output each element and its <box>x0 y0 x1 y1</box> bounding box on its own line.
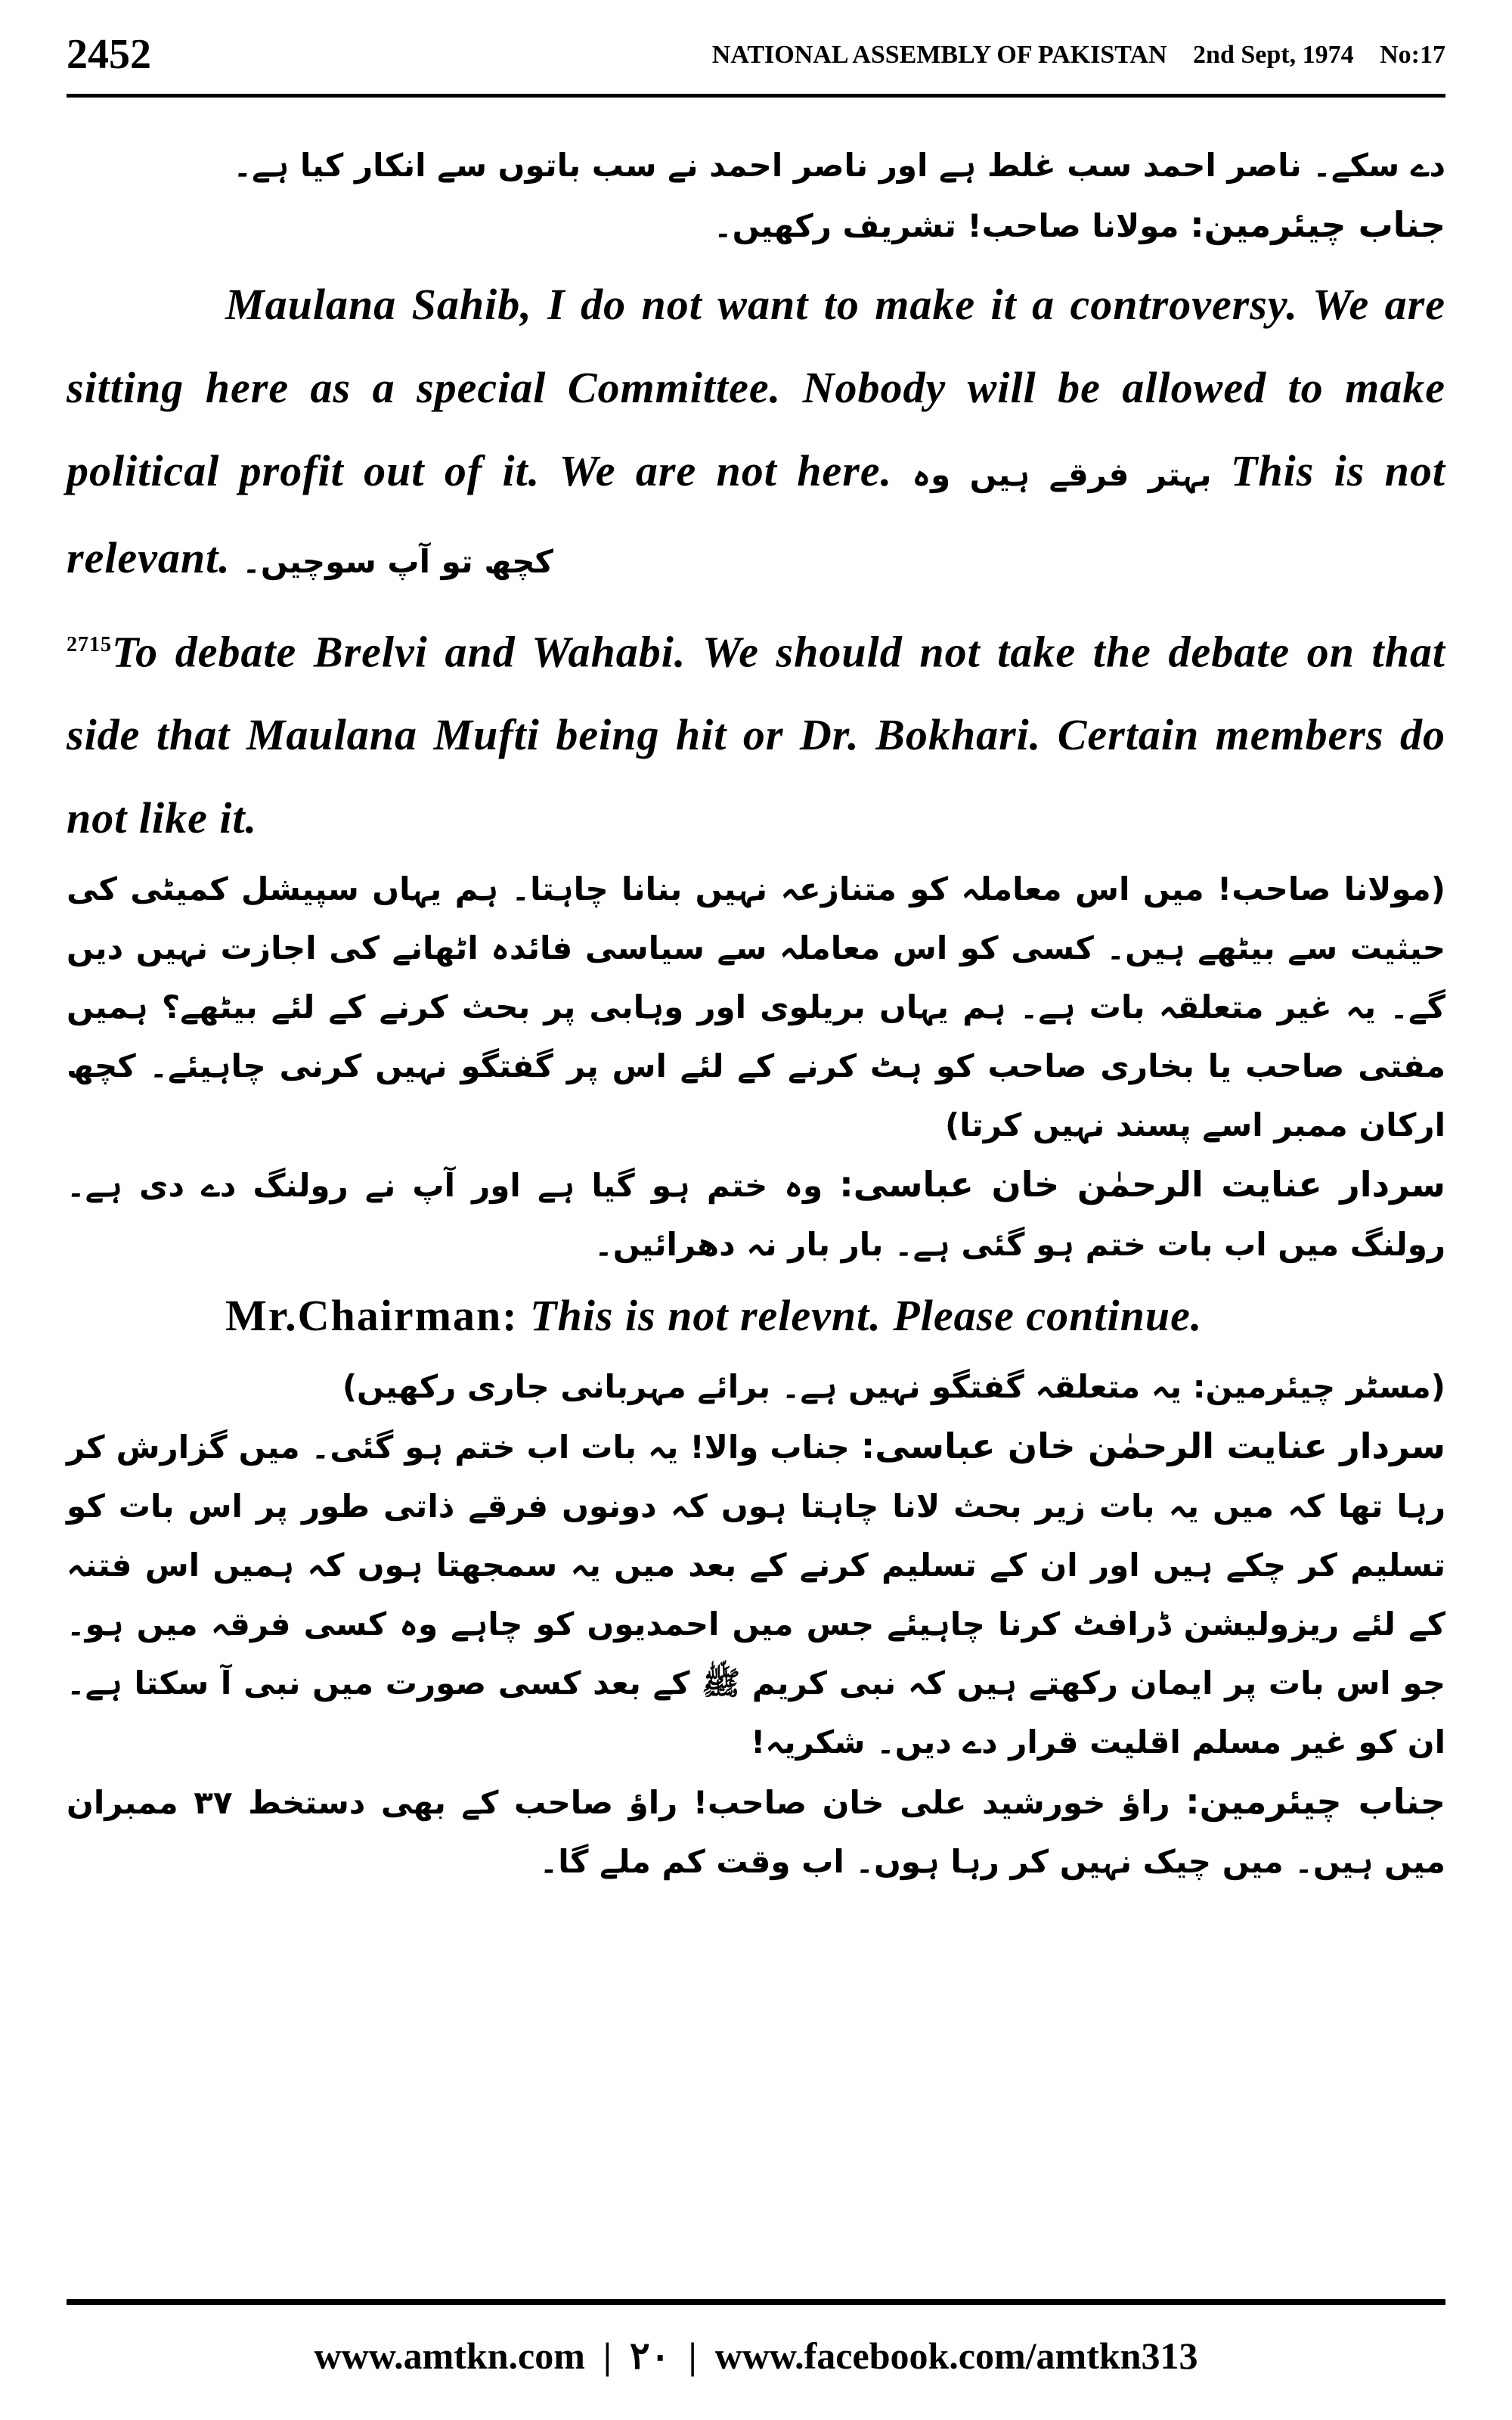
page-number: 2452 <box>67 31 151 78</box>
transcript-body <box>67 136 1445 1891</box>
footer-page-marker: ۲۰ <box>629 2335 671 2377</box>
english-paragraph-1 <box>67 263 1445 603</box>
header-rule <box>67 94 1445 98</box>
english-text: To debate Brelvi and Wahabi. We should not take the debate on that side that Maulana Mufti being hit or Dr. Bokhari. Certain members do not like it. <box>67 627 1445 843</box>
issue-number: No:17 <box>1380 41 1445 69</box>
session-date: 2nd Sept, 1974 <box>1193 41 1354 69</box>
abbasi-remark-2 <box>67 1416 1445 1772</box>
website-link[interactable]: www.amtkn.com <box>314 2335 585 2377</box>
speaker-name: جناب چیئرمین: <box>1190 204 1445 245</box>
speech-text: This is not relevnt. Please continue. <box>530 1291 1203 1341</box>
page-footer <box>67 2299 1445 2390</box>
chairman-urdu-translation: (مسٹر چیئرمین: یہ متعلقہ گفتگو نہیں ہے۔ برائے مہربانی جاری رکھیں) <box>342 1368 1445 1406</box>
urdu-translation: (مولانا صاحب! میں اس معاملہ کو متنازعہ نہیں بنانا چاہتا۔ ہم یہاں سپیشل کمیٹی کی حیثیت سے بیٹھے ہیں۔ کسی کو اس معاملہ سے سیاسی فائدہ اٹھانے کی اجازت نہیں دیں گے۔ یہ غیر متعلقہ بات ہے۔ ہم یہاں بریلوی اور وہابی پر بحث کرنے کے لئے بیٹھے؟ ہمیں مفتی صاحب یا بخاری صاحب کو ہٹ کرنے کے لئے اس پر گفتگو نہیں کرنی چاہیئے۔ کچھ ارکان ممبر اسے پسند نہیں کرتا) <box>67 870 1445 1144</box>
abbasi-remark-1 <box>67 1155 1445 1274</box>
urdu-line: دے سکے۔ ناصر احمد سب غلط ہے اور ناصر احمد نے سب باتوں سے انکار کیا ہے۔ <box>233 147 1445 184</box>
english-text: Maulana Sahib, I do not want to make it a controversy. We are sitting here as a special Committee. Nobody will be allowed to make political profit out of it. We are not here. <box>67 280 1445 495</box>
speaker-name: سردار عنایت الرحمٰن خان عباسی: <box>839 1164 1445 1205</box>
header-title <box>692 41 1445 70</box>
footer-links: www.amtkn.com | ۲۰ | www.facebook.com/amtkn313 <box>314 2335 1198 2377</box>
english-paragraph-2 <box>67 603 1445 860</box>
speaker-name: Mr.Chairman: <box>225 1291 519 1341</box>
footer-rule <box>67 2299 1445 2305</box>
speech-text: وہ ختم ہو گیا ہے اور آپ نے رولنگ دے دی ہے۔ رولنگ میں اب بات ختم ہو گئی ہے۔ بار بار نہ دھرائیں۔ <box>67 1167 1445 1264</box>
speech-text: راؤ خورشید علی خان صاحب! راؤ صاحب کے بھی دستخط ۳۷ ممبران میں ہیں۔ میں چیک نہیں کر رہا ہوں۔ اب وقت کم ملے گا۔ <box>67 1784 1445 1881</box>
speaker-name: سردار عنایت الرحمٰن خان عباسی: <box>860 1426 1446 1467</box>
inline-urdu-text: بہتر فرقے ہیں وہ <box>912 456 1212 493</box>
assembly-name: NATIONAL ASSEMBLY OF PAKISTAN <box>711 41 1167 69</box>
footnote-marker: 2715 <box>67 633 112 656</box>
chairman-urdu-remark <box>67 195 1445 256</box>
english-text: This is not relevant. <box>67 446 1446 582</box>
page-header <box>67 30 1445 83</box>
facebook-link[interactable]: www.facebook.com/amtkn313 <box>714 2335 1198 2377</box>
speech-text: مولانا صاحب! تشریف رکھیں۔ <box>714 207 1179 244</box>
document-page <box>67 30 1445 2390</box>
speech-text: جناب والا! یہ بات اب ختم ہو گئی۔ میں گزارش کر رہا تھا کہ میں یہ بات زیر بحث لانا چاہتا ہوں کہ دونوں فرقے ذاتی طور پر اس بات کو تسلیم کر چکے ہیں اور ان کے تسلیم کرنے کے بعد میں یہ سمجھتا ہوں کہ ہمیں اس فتنہ کے لئے ریزولیشن ڈرافٹ کرنا چاہیئے جس میں احمدیوں کو چاہے وہ کسی فرقہ میں ہو۔ جو اس بات پر ایمان رکھتے ہیں کہ نبی کریم ﷺ کے بعد کسی صورت میں نبی آ سکتا ہے۔ ان کو غیر مسلم اقلیت قرار دے دیں۔ شکریہ! <box>67 1429 1445 1761</box>
inline-urdu-text: کچھ تو آپ سوچیں۔ <box>242 543 553 580</box>
speaker-name: جناب چیئرمین: <box>1185 1781 1445 1823</box>
chairman-english-remark <box>67 1274 1445 1357</box>
chairman-remark-3 <box>67 1772 1445 1891</box>
